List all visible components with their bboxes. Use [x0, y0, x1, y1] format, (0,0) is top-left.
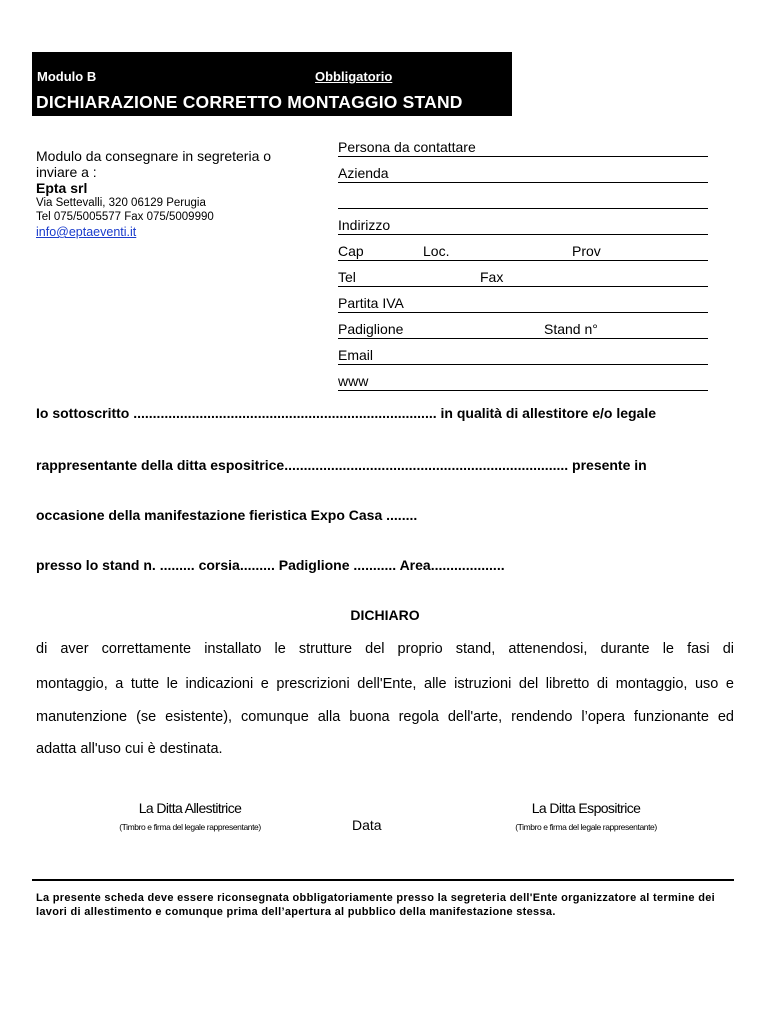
prov-label: Prov: [572, 243, 601, 259]
declaration-line-1: Io sottoscritto .............................................................................. in qualità di allestitore e/o legale: [36, 405, 657, 421]
pavilion-stand-field[interactable]: [338, 313, 708, 339]
cap-loc-prov-field[interactable]: [338, 235, 708, 261]
cap-label: Cap: [338, 243, 364, 259]
contact-person-field[interactable]: [338, 131, 708, 157]
www-field[interactable]: [338, 365, 708, 391]
body-line-4: adatta all'uso cui è destinata.: [36, 741, 223, 757]
loc-label: Loc.: [423, 243, 450, 259]
sender-info: [36, 148, 316, 240]
company-extra-field[interactable]: [338, 183, 708, 209]
footer-divider: [32, 879, 734, 881]
delivery-instruction-line2: inviare a :: [36, 164, 97, 180]
www-label: www: [338, 373, 369, 389]
footer-note: La presente scheda deve essere riconsegnata obbligatoriamente presso la segreteria dell'Ente organizzatore al termine dei lavori di allestimento e comunque prima dell’apertura al pubblico della manifestazione stessa.: [36, 892, 715, 918]
installer-signature-title: La Ditta Allestitrice: [138, 800, 242, 816]
date-label: Data: [352, 817, 382, 833]
address-field[interactable]: [338, 209, 708, 235]
vat-label: Partita IVA: [338, 295, 404, 311]
body-line-3: manutenzione (se esistente), comunque alla buona regola dell'arte, rendendo l’opera funzionante ed: [36, 709, 734, 725]
fax-label: Fax: [480, 269, 504, 285]
form-title: DICHIARAZIONE CORRETTO MONTAGGIO STAND: [36, 92, 463, 112]
contact-person-label: Persona da contattare: [338, 139, 476, 155]
body-line-1: di aver correttamente installato le strutture del proprio stand, attenendosi, durante le fasi di: [36, 641, 734, 657]
vat-field[interactable]: [338, 287, 708, 313]
installer-signature[interactable]: [100, 800, 280, 832]
module-label: Modulo B: [37, 69, 97, 84]
company-field[interactable]: [338, 157, 708, 183]
pavilion-label: Padiglione: [338, 321, 404, 337]
exhibitor-signature[interactable]: [496, 800, 676, 832]
tel-label: Tel: [338, 269, 356, 285]
required-label: Obbligatorio: [315, 69, 393, 84]
exhibitor-signature-note: (Timbro e firma del legale rappresentante): [515, 822, 657, 832]
declaration-line-3: occasione della manifestazione fieristica Expo Casa ........: [36, 507, 418, 523]
dichiaro-heading: DICHIARO: [350, 607, 420, 623]
address-label: Indirizzo: [338, 217, 391, 233]
company-name: Epta srl: [36, 180, 88, 196]
installer-signature-note: (Timbro e firma del legale rappresentante): [119, 822, 261, 832]
delivery-instruction-line1: Modulo da consegnare in segreteria o: [36, 148, 272, 164]
company-phone: Tel 075/5005577 Fax 075/5009990: [36, 211, 214, 223]
declaration-line-4: presso lo stand n. ......... corsia......... Padiglione ........... Area...................: [36, 557, 505, 573]
body-line-2: montaggio, a tutte le indicazioni e prescrizioni dell'Ente, alle istruzioni del libretto di montaggio, uso e: [36, 676, 734, 692]
email-label: Email: [338, 347, 374, 363]
email-field[interactable]: [338, 339, 708, 365]
contact-fields: [338, 131, 708, 391]
company-address: Via Settevalli, 320 06129 Perugia: [36, 197, 206, 209]
stand-label: Stand n°: [544, 321, 598, 337]
company-email-link[interactable]: info@eptaeventi.it: [36, 225, 137, 239]
form-header: [32, 52, 512, 116]
tel-fax-field[interactable]: [338, 261, 708, 287]
exhibitor-signature-title: La Ditta Espositrice: [531, 800, 641, 816]
declaration-line-2: rappresentante della ditta espositrice......................................................................... presente in: [36, 457, 647, 473]
company-label: Azienda: [338, 165, 389, 181]
